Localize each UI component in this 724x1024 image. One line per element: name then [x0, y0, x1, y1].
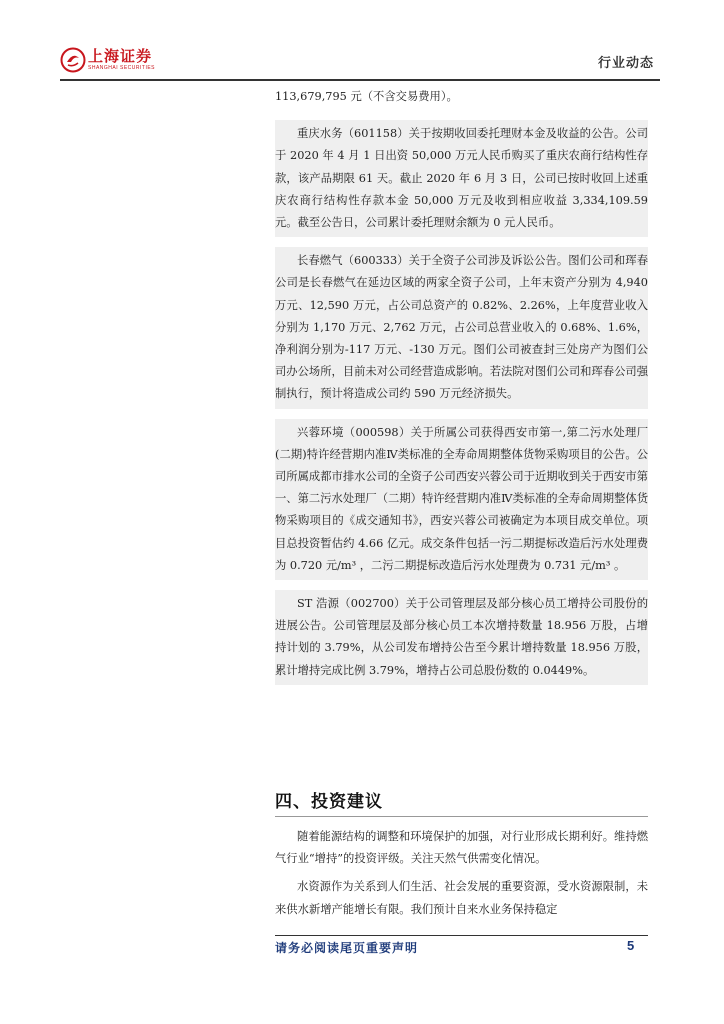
report-body: [275, 86, 648, 695]
logo-emblem-icon: [60, 47, 86, 73]
paragraph-continuation: 113,679,795 元（不含交易费用）。: [275, 90, 458, 103]
logo-english-name: SHANGHAI SECURITIES: [88, 65, 156, 71]
announcement-xingrong-env: 兴蓉环境（000598）关于所属公司获得西安市第一,第二污水处理厂(二期)特许经营期内准Ⅳ类标准的全寿命周期整体货物采购项目的公告。公司所属成都市排水公司的全资子公司西安兴蓉公司于近期收到关于西安市第一、第二污水处理厂（二期）特许经营期内准Ⅳ类标准的全寿命周期整体货物采购项目的《成交通知书》，西安兴蓉公司被确定为本项目成交单位。项目总投资暂估约 4.66 亿元。成交条件包括一污二期提标改造后污水处理费为 0.720 元/m³ ，二污二期提标改造后污水处理费为 0.731 元/m³ 。: [275, 425, 648, 572]
report-category: 行业动态: [597, 56, 654, 71]
announcement-block: [275, 247, 648, 408]
company-logo: [60, 44, 155, 76]
logo-chinese-name: 上海证券: [88, 47, 153, 65]
announcement-block: [275, 419, 648, 580]
announcement-block: [275, 590, 648, 685]
announcement-chongqing-water: 重庆水务（601158）关于按期收回委托理财本金及收益的公告。公司于 2020 年 4 月 1 日出资 50,000 万元人民币购买了重庆农商行结构性存款，该产品期限 61 天。截止 2020 年 6 月 3 日，公司已按时收回上述重庆农商行结构性存款本金 50,000 万元及收到相应收益 3,334,109.59 元。截至公告日，公司累计委托理财余额为 0 元人民币。: [275, 127, 648, 230]
header-divider: [60, 79, 660, 81]
investment-advice: [275, 826, 648, 921]
disclaimer-note: 请务必阅读尾页重要声明: [275, 941, 419, 955]
announcement-block: [275, 120, 648, 237]
page-number: 5: [627, 938, 635, 953]
announcement-st-haoyuan: ST 浩源（002700）关于公司管理层及部分核心员工增持公司股份的进展公告。公司管理层及部分核心员工本次增持数量 18.956 万股，占增持计划的 3.79%，从公司发布增持公告至今累计增持数量 18.956 万股，累计增持完成比例 3.79%，增持占公司总股份数的 0.0449%。: [275, 597, 648, 677]
section-divider: [275, 816, 648, 817]
advice-paragraph: 随着能源结构的调整和环境保护的加强，对行业形成长期利好。维持燃气行业“增持”的投资评级。关注天然气供需变化情况。: [275, 830, 648, 866]
section-heading: 四、投资建议: [275, 792, 383, 812]
announcement-changchun-gas: 长春燃气（600333）关于全资子公司涉及诉讼公告。图们公司和珲春公司是长春燃气在延边区域的两家全资子公司，上年末资产分别为 4,940 万元、12,590 万元，占公司总资产的 0.82%、2.26%，上年度营业收入分别为 1,170 万元、2,762 万元，占公司总营业收入的 0.68%、1.6%，净利润分别为-117 万元、-130 万元。图们公司被查封三处房产为图们公司办公场所，目前未对公司经营造成影响。若法院对图们公司和珲春公司强制执行，预计将造成公司约 590 万元经济损失。: [275, 254, 648, 401]
footer-divider: [275, 935, 648, 936]
page-header: [60, 44, 660, 78]
advice-paragraph: 水资源作为关系到人们生活、社会发展的重要资源，受水资源限制，未来供水新增产能增长有限。我们预计自来水业务保持稳定: [275, 880, 648, 916]
